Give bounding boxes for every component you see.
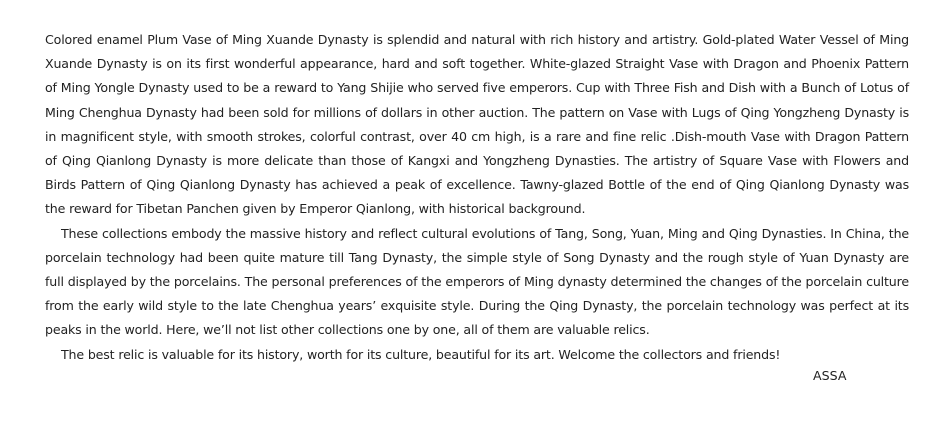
document-body bbox=[45, 28, 909, 367]
signature: ASSA bbox=[813, 368, 847, 383]
paragraph-welcome: The best relic is valuable for its history, worth for its culture, beautiful for its art. Welcome the collectors and friends! bbox=[61, 346, 781, 362]
paragraph-collections-intro: Colored enamel Plum Vase of Ming Xuande Dynasty is splendid and natural with rich history and artistry. Gold-plated Water Vessel of Ming Xuande Dynasty is on its first wonderful appearance, hard and soft together. White-glazed Straight Vase with Dragon and Phoenix Pattern of Ming Yongle Dynasty used to be a reward to Yang Shijie who served five emperors. Cup with Three Fish and Dish with a Bunch of Lotus of Ming Chenghua Dynasty had been sold for millions of dollars in other auction. The pattern on Vase with Lugs of Qing Yongzheng Dynasty is in magnificent style, with smooth strokes, colorful contrast, over 40 cm high, is a rare and fine relic .Dish-mouth Vase with Dragon Pattern of Qing Qianlong Dynasty is more delicate than those of Kangxi and Yongzheng Dynasties. The artistry of Square Vase with Flowers and Birds Pattern of Qing Qianlong Dynasty has achieved a peak of excellence. Tawny-glazed Bottle of the end of Qing Qianlong Dynasty was the reward for Tibetan Panchen given by Emperor Qianlong, with historical background. bbox=[45, 32, 909, 217]
paragraph-history: These collections embody the massive history and reflect cultural evolutions of Tang, Song, Yuan, Ming and Qing Dynasties. In China, the porcelain technology had been quite mature till Tang Dynasty, the simple style of Song Dynasty and the rough style of Yuan Dynasty are full displayed by the porcelains. The personal preferences of the emperors of Ming dynasty determined the changes of the porcelain culture from the early wild style to the late Chenghua years’ exquisite style. During the Qing Dynasty, the porcelain technology was perfect at its peaks in the world. Here, we’ll not list other collections one by one, all of them are valuable relics. bbox=[45, 225, 909, 338]
